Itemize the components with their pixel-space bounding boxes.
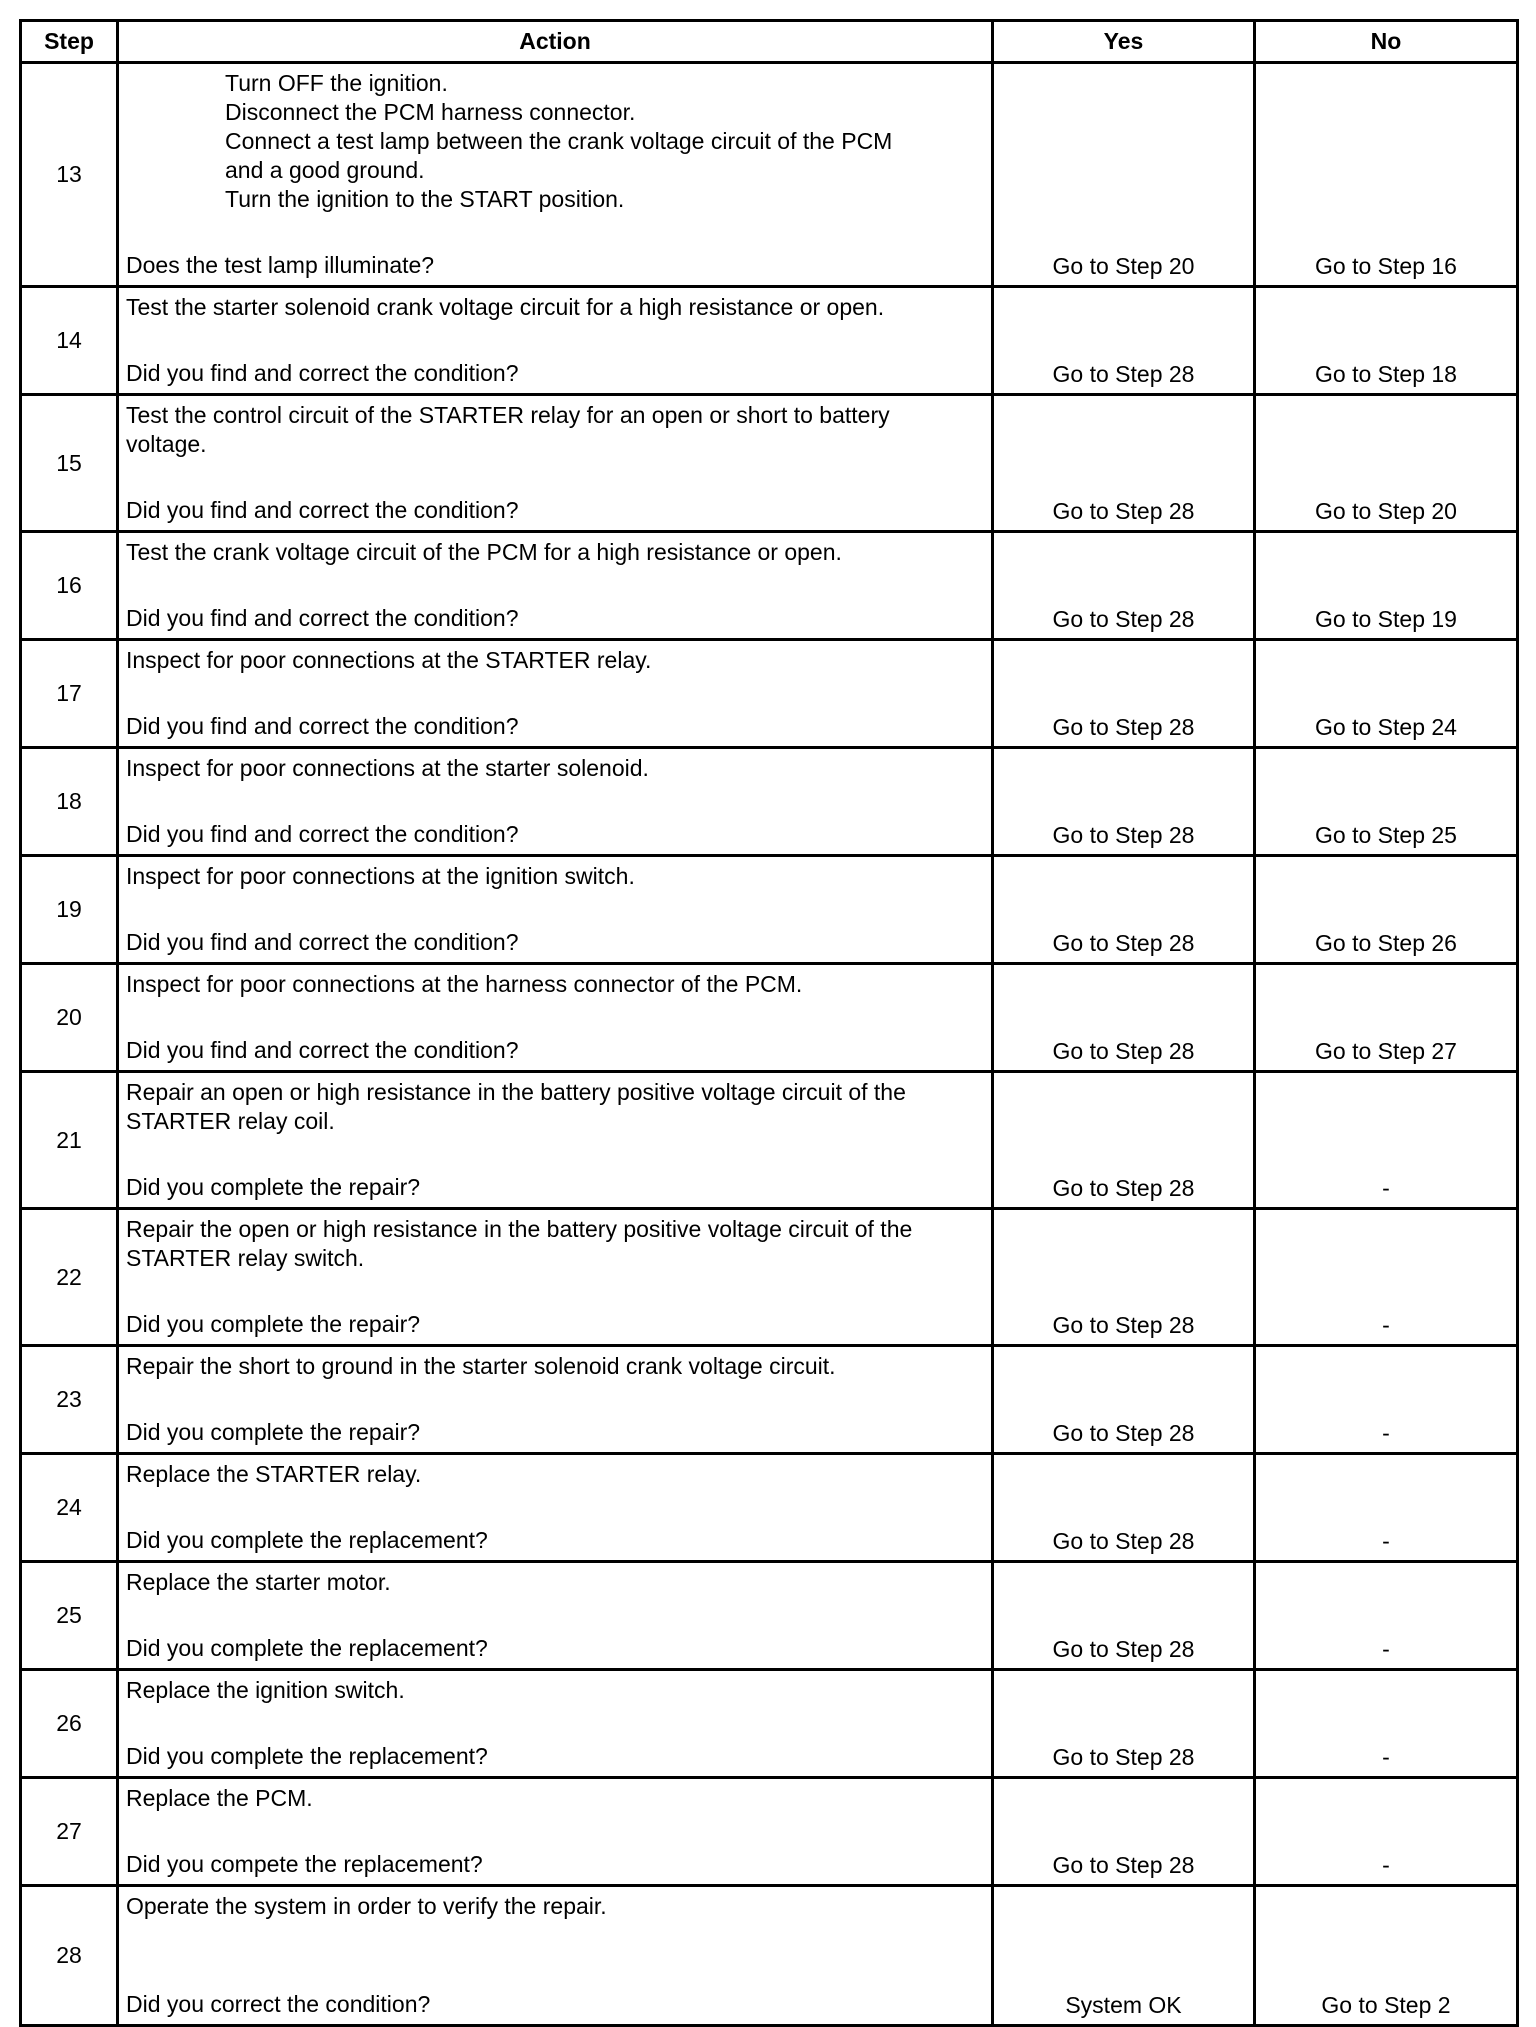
action-question: Did you complete the replacement?	[126, 1635, 488, 1661]
yes-result: Go to Step 28	[993, 1670, 1255, 1778]
header-yes: Yes	[993, 21, 1255, 63]
instruction-line: Replace the PCM.	[126, 1785, 313, 1811]
no-result: Go to Step 18	[1255, 287, 1518, 395]
action-cell	[118, 856, 993, 964]
yes-result: Go to Step 28	[993, 395, 1255, 532]
table-row	[21, 748, 1518, 856]
table-row	[21, 1778, 1518, 1886]
instruction-line: Inspect for poor connections at the starter solenoid.	[126, 755, 649, 781]
yes-result: Go to Step 28	[993, 1454, 1255, 1562]
no-result: Go to Step 20	[1255, 395, 1518, 532]
action-question: Did you find and correct the condition?	[126, 360, 519, 386]
action-question: Did you compete the replacement?	[126, 1851, 483, 1877]
table-row	[21, 1209, 1518, 1346]
instruction-line: Operate the system in order to verify the repair.	[126, 1893, 607, 1919]
action-cell	[118, 1454, 993, 1562]
action-cell	[118, 1209, 993, 1346]
action-cell	[118, 640, 993, 748]
instruction-line: Replace the STARTER relay.	[126, 1461, 422, 1487]
action-instructions	[119, 641, 991, 675]
step-number: 25	[21, 1562, 118, 1670]
step-number: 20	[21, 964, 118, 1072]
instruction-line: Test the control circuit of the STARTER relay for an open or short to battery	[126, 402, 890, 428]
instruction-line: Test the crank voltage circuit of the PCM for a high resistance or open.	[126, 539, 842, 565]
step-number: 28	[21, 1886, 118, 2026]
yes-result: Go to Step 28	[993, 1209, 1255, 1346]
action-cell	[118, 964, 993, 1072]
no-result: Go to Step 26	[1255, 856, 1518, 964]
action-question: Did you find and correct the condition?	[126, 1037, 519, 1063]
action-cell	[118, 1346, 993, 1454]
table-row	[21, 395, 1518, 532]
action-question: Did you complete the repair?	[126, 1311, 421, 1337]
action-instructions	[119, 749, 991, 783]
action-question: Did you complete the replacement?	[126, 1743, 488, 1769]
table-row	[21, 1346, 1518, 1454]
action-instructions	[119, 1563, 991, 1597]
yes-result: Go to Step 28	[993, 1562, 1255, 1670]
table-row	[21, 964, 1518, 1072]
yes-result: Go to Step 28	[993, 748, 1255, 856]
step-number: 19	[21, 856, 118, 964]
yes-result: Go to Step 28	[993, 287, 1255, 395]
instruction-line: Turn the ignition to the START position.	[225, 186, 625, 212]
instruction-line: Repair the short to ground in the starter solenoid crank voltage circuit.	[126, 1353, 836, 1379]
action-instructions	[119, 965, 991, 999]
action-question: Did you find and correct the condition?	[126, 929, 519, 955]
step-number: 23	[21, 1346, 118, 1454]
action-instructions	[119, 1455, 991, 1489]
header-action: Action	[118, 21, 993, 63]
no-result: Go to Step 25	[1255, 748, 1518, 856]
no-result: -	[1255, 1346, 1518, 1454]
no-result: -	[1255, 1209, 1518, 1346]
action-cell	[118, 395, 993, 532]
yes-result: Go to Step 28	[993, 856, 1255, 964]
action-cell	[118, 1670, 993, 1778]
action-instructions	[119, 1887, 991, 1921]
table-row	[21, 287, 1518, 395]
no-result: Go to Step 19	[1255, 532, 1518, 640]
yes-result: Go to Step 28	[993, 964, 1255, 1072]
instruction-line: Replace the ignition switch.	[126, 1677, 405, 1703]
no-result: Go to Step 27	[1255, 964, 1518, 1072]
step-number: 14	[21, 287, 118, 395]
table-row	[21, 1670, 1518, 1778]
action-question: Did you complete the repair?	[126, 1419, 421, 1445]
step-number: 21	[21, 1072, 118, 1209]
no-result: -	[1255, 1072, 1518, 1209]
action-instructions	[119, 533, 991, 567]
step-number: 13	[21, 63, 118, 287]
instruction-line: STARTER relay switch.	[126, 1245, 365, 1271]
step-number: 27	[21, 1778, 118, 1886]
action-cell	[118, 532, 993, 640]
step-number: 24	[21, 1454, 118, 1562]
instruction-line: Turn OFF the ignition.	[225, 70, 448, 96]
instruction-line: and a good ground.	[225, 157, 425, 183]
yes-result: Go to Step 28	[993, 1346, 1255, 1454]
action-instructions	[119, 1779, 991, 1813]
instruction-line: Inspect for poor connections at the STARTER relay.	[126, 647, 652, 673]
header-row	[21, 21, 1518, 63]
action-cell	[118, 287, 993, 395]
action-instructions	[119, 396, 991, 459]
header-no: No	[1255, 21, 1518, 63]
action-cell	[118, 1072, 993, 1209]
yes-result: Go to Step 28	[993, 1778, 1255, 1886]
table-row	[21, 1886, 1518, 2026]
step-number: 26	[21, 1670, 118, 1778]
instruction-line: Test the starter solenoid crank voltage circuit for a high resistance or open.	[126, 294, 885, 320]
instruction-line: Inspect for poor connections at the harness connector of the PCM.	[126, 971, 803, 997]
action-instructions	[119, 64, 991, 214]
yes-result: Go to Step 20	[993, 63, 1255, 287]
diagnostic-table	[19, 19, 1519, 2027]
table-row	[21, 1454, 1518, 1562]
no-result: -	[1255, 1670, 1518, 1778]
step-number: 15	[21, 395, 118, 532]
action-question: Did you find and correct the condition?	[126, 713, 519, 739]
instruction-line: STARTER relay coil.	[126, 1108, 335, 1134]
no-result: Go to Step 2	[1255, 1886, 1518, 2026]
table-row	[21, 640, 1518, 748]
action-question: Does the test lamp illuminate?	[126, 252, 435, 278]
instruction-line: Disconnect the PCM harness connector.	[225, 99, 636, 125]
table-row	[21, 1562, 1518, 1670]
yes-result: System OK	[993, 1886, 1255, 2026]
action-cell	[118, 748, 993, 856]
instruction-line: voltage.	[126, 431, 207, 457]
yes-result: Go to Step 28	[993, 532, 1255, 640]
action-cell	[118, 63, 993, 287]
instruction-line: Replace the starter motor.	[126, 1569, 391, 1595]
yes-result: Go to Step 28	[993, 640, 1255, 748]
step-number: 18	[21, 748, 118, 856]
step-number: 22	[21, 1209, 118, 1346]
action-instructions	[119, 288, 991, 322]
no-result: -	[1255, 1562, 1518, 1670]
action-instructions	[119, 1210, 991, 1273]
step-number: 16	[21, 532, 118, 640]
table-row	[21, 532, 1518, 640]
instruction-line: Connect a test lamp between the crank voltage circuit of the PCM	[225, 128, 893, 154]
action-instructions	[119, 1347, 991, 1381]
action-cell	[118, 1562, 993, 1670]
action-instructions	[119, 1671, 991, 1705]
step-number: 17	[21, 640, 118, 748]
action-cell	[118, 1886, 993, 2026]
action-question: Did you find and correct the condition?	[126, 821, 519, 847]
no-result: -	[1255, 1454, 1518, 1562]
instruction-line: Repair the open or high resistance in the battery positive voltage circuit of the	[126, 1216, 913, 1242]
table-row	[21, 63, 1518, 287]
action-instructions	[119, 857, 991, 891]
table-row	[21, 856, 1518, 964]
action-cell	[118, 1778, 993, 1886]
table-row	[21, 1072, 1518, 1209]
action-question: Did you find and correct the condition?	[126, 605, 519, 631]
action-question: Did you correct the condition?	[126, 1991, 431, 2017]
yes-result: Go to Step 28	[993, 1072, 1255, 1209]
no-result: -	[1255, 1778, 1518, 1886]
action-instructions	[119, 1073, 991, 1136]
no-result: Go to Step 24	[1255, 640, 1518, 748]
action-question: Did you complete the repair?	[126, 1174, 421, 1200]
action-question: Did you find and correct the condition?	[126, 497, 519, 523]
instruction-line: Inspect for poor connections at the ignition switch.	[126, 863, 635, 889]
no-result: Go to Step 16	[1255, 63, 1518, 287]
instruction-line: Repair an open or high resistance in the battery positive voltage circuit of the	[126, 1079, 906, 1105]
header-step: Step	[21, 21, 118, 63]
action-question: Did you complete the replacement?	[126, 1527, 488, 1553]
